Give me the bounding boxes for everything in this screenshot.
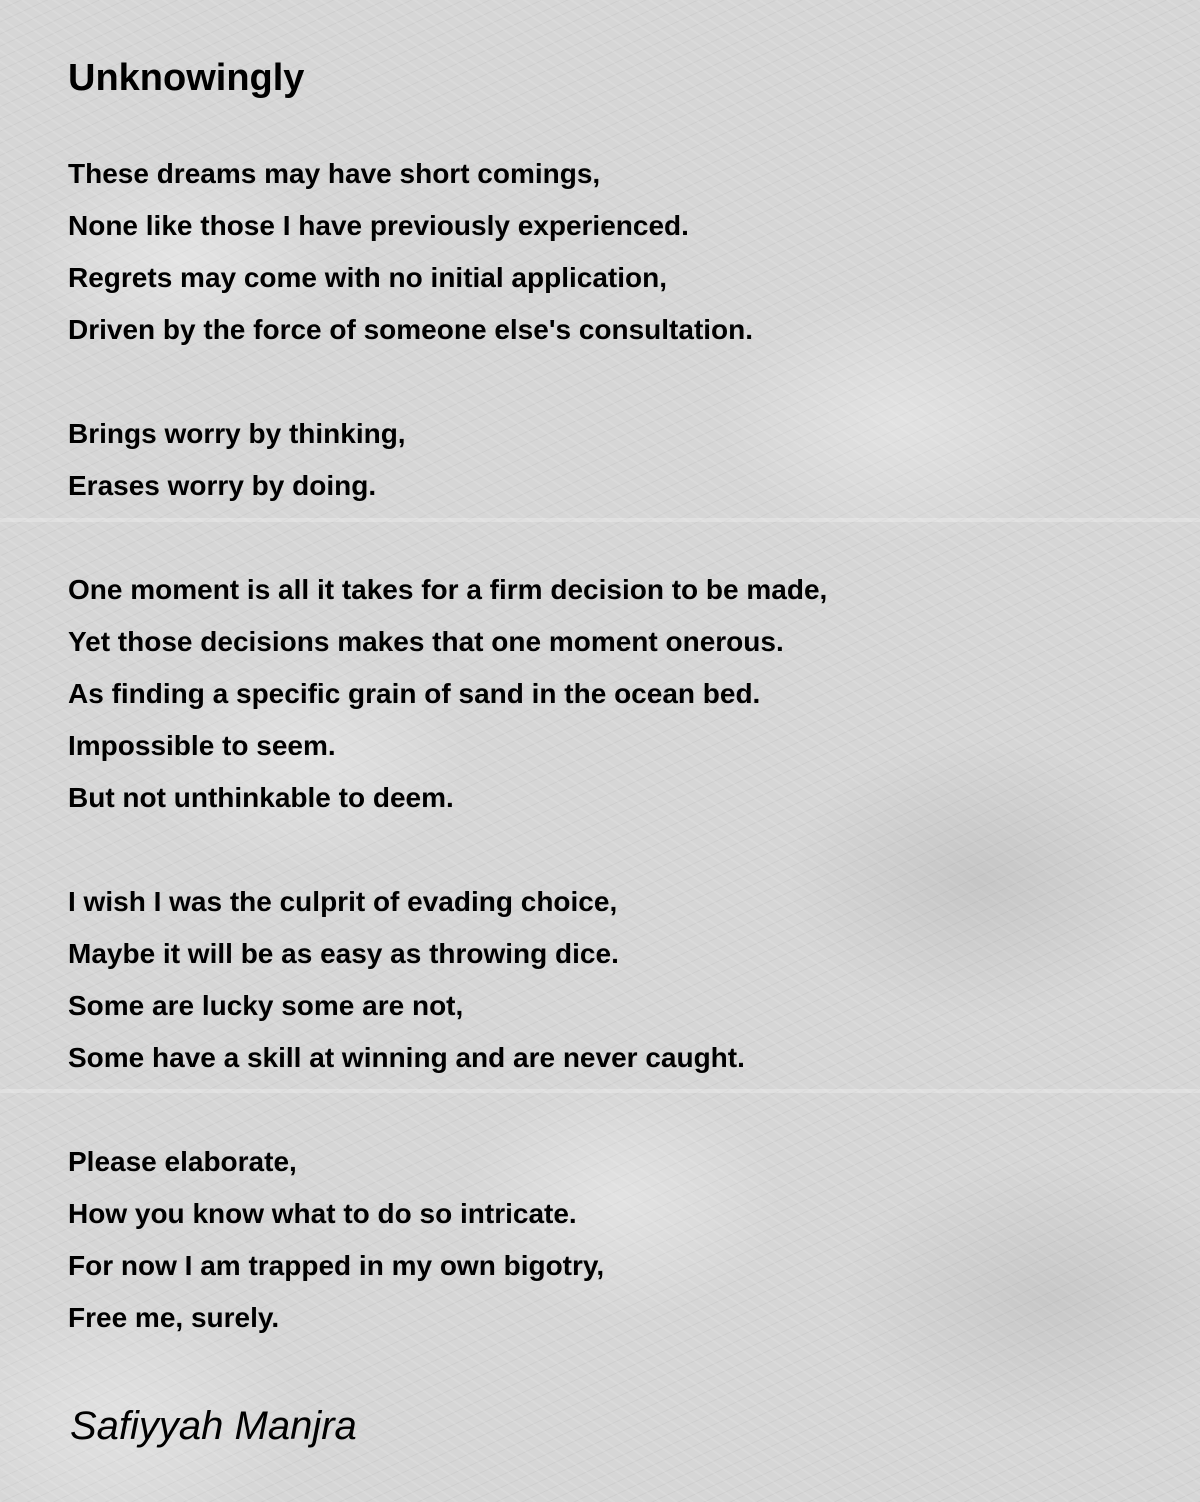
stanza-1 [68,148,1148,356]
poem-body [68,148,1148,1344]
poem-line: I wish I was the culprit of evading choice, [68,886,618,917]
poem-author: Safiyyah Manjra [70,1404,357,1448]
poem-line: Some are lucky some are not, [68,990,464,1021]
poem-line: Erases worry by doing. [68,470,377,501]
poem-line: Maybe it will be as easy as throwing dice. [68,938,619,969]
poem-line: Driven by the force of someone else's consultation. [68,314,754,345]
stanza-2 [68,408,1148,512]
poem-line: But not unthinkable to deem. [68,782,454,813]
poem-line: Impossible to seem. [68,730,336,761]
poem-line: How you know what to do so intricate. [68,1198,577,1229]
poem-line: None like those I have previously experienced. [68,210,689,241]
poem-line: Please elaborate, [68,1146,297,1177]
poem-line: Some have a skill at winning and are never caught. [68,1042,745,1073]
poem-line: These dreams may have short comings, [68,158,601,189]
poem-line: Regrets may come with no initial application, [68,262,668,293]
poem-line: As finding a specific grain of sand in the ocean bed. [68,678,761,709]
poem-line: Yet those decisions makes that one moment onerous. [68,626,784,657]
poem-title: Unknowingly [68,57,305,99]
poem-line: Free me, surely. [68,1302,280,1333]
stanza-5 [68,1136,1148,1344]
poem [68,52,1148,1344]
poem-line: One moment is all it takes for a firm decision to be made, [68,574,828,605]
poem-line: Brings worry by thinking, [68,418,406,449]
stanza-4 [68,876,1148,1084]
stanza-3 [68,564,1148,824]
poem-line: For now I am trapped in my own bigotry, [68,1250,605,1281]
